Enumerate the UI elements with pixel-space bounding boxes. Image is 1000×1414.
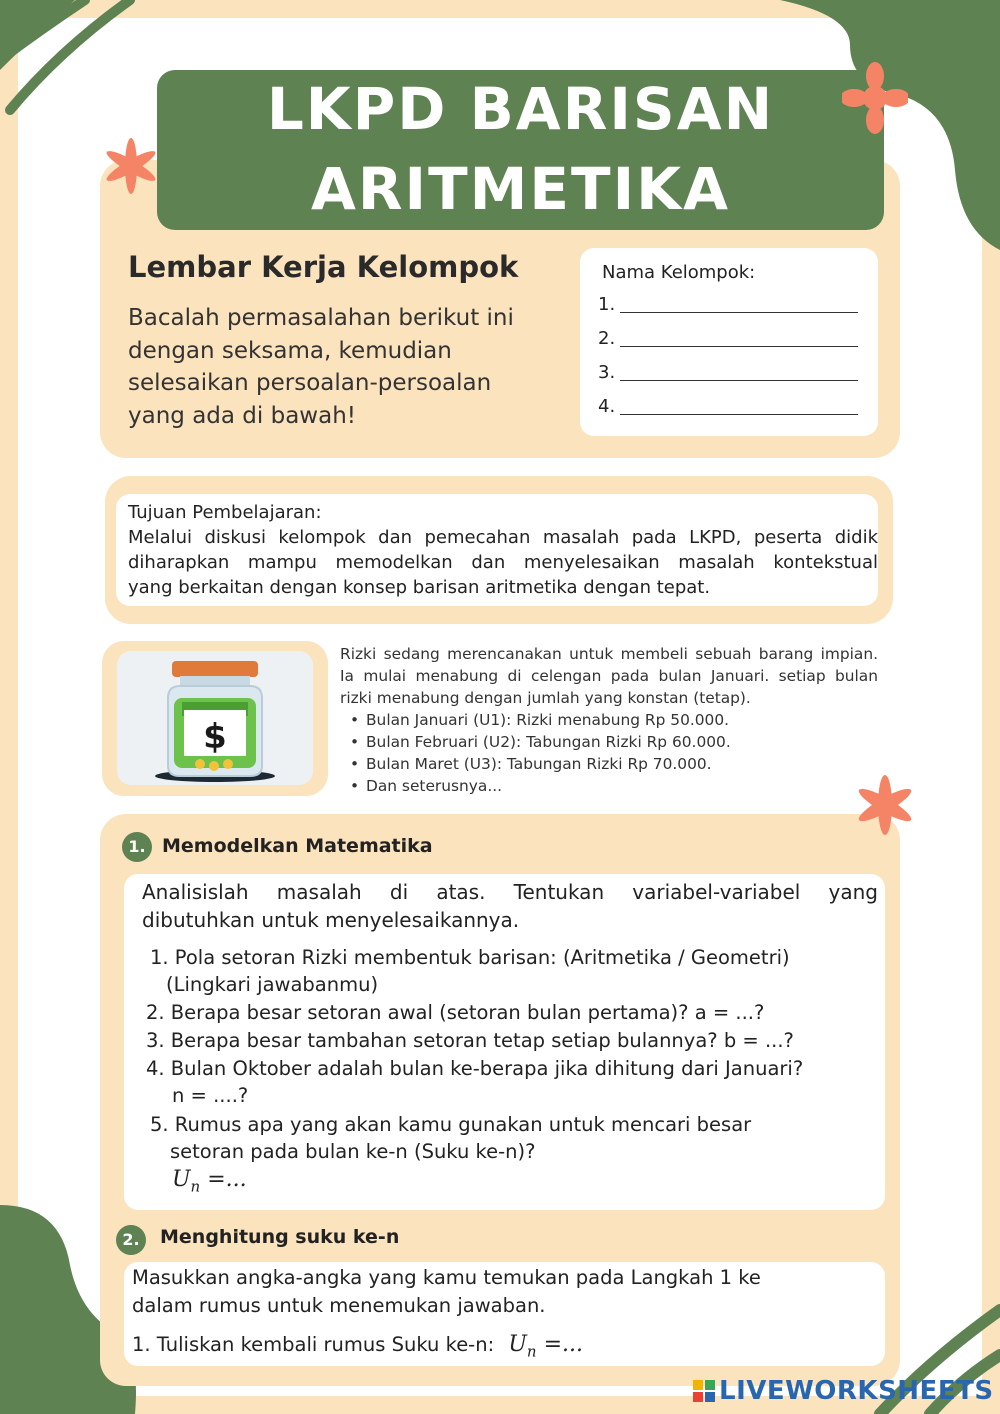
question-line: (Lingkari jawabanmu) [166,973,379,996]
question-2: 2. Berapa besar setoran awal (setoran bulan pertama)? a = ...? [146,1001,765,1024]
section-1-intro [142,878,878,934]
section-2-intro [132,1264,761,1320]
group-names-box [580,248,878,436]
list-item: • Bulan Februari (U2): Tabungan Rizki Rp 60.000. [366,731,878,753]
formula-input[interactable] [172,1166,247,1200]
liveworksheets-watermark [693,1376,994,1406]
section-2-title: Menghitung suku ke-n [160,1226,400,1248]
title-line-2: ARITMETIKA [310,155,730,223]
line-number: 2. [598,328,616,349]
formula-symbol: U [172,1167,191,1192]
section-1-title: Memodelkan Matematika [162,835,433,857]
list-item: • Bulan Maret (U3): Tabungan Rizki Rp 70.000. [366,753,878,775]
top-left-leaf-decoration [0,0,140,120]
story-line: Rizki sedang merencanakan untuk membeli sebuah barang impian. [340,645,878,663]
objective-label: Tujuan Pembelajaran: [128,502,322,523]
list-item: • Dan seterusnya... [366,775,878,797]
learning-objective [128,500,878,600]
formula-input[interactable] [508,1332,583,1361]
question-line: 1. Pola setoran Rizki membentuk barisan: (Aritmetika / Geometri) [150,946,790,969]
liveworksheets-logo-icon [693,1380,715,1402]
list-item: • Bulan Januari (U1): Rizki menabung Rp 50.000. [366,709,878,731]
section-1-badge: 1. [122,832,152,862]
savings-list [340,709,878,797]
question-1 [150,944,790,998]
watermark-text: LIVEWORKSHEETS [719,1376,994,1406]
formula-symbol: U [508,1332,527,1357]
objective-line: diharapkan mampu memodelkan dan menyelesaikan masalah kontekstual [128,552,878,573]
formula-subscript: n [526,1342,537,1361]
formula-subscript: n [190,1177,201,1196]
line-number: 3. [598,362,616,383]
story-line: Ia mulai menabung di celengan pada bulan Januari. setiap bulan [340,667,878,685]
story-text [340,643,878,797]
group-member-line[interactable] [598,328,858,349]
section-2-badge: 2. [116,1225,146,1255]
flower-icon [100,135,162,197]
intro-line: selesaikan persoalan-persoalan [128,370,492,396]
line-number: 4. [598,396,616,417]
worksheet-title [157,70,884,230]
question-3: 3. Berapa besar tambahan setoran tetap setiap bulannya? b = ...? [146,1029,794,1052]
intro-line: Analisislah masalah di atas. Tentukan variabel-variabel yang [142,880,878,904]
question-line: setoran pada bulan ke-n (Suku ke-n)? [170,1140,536,1163]
intro-line: dibutuhkan untuk menyelesaikannya. [142,908,520,932]
question-5 [150,1111,751,1165]
intro-line: yang ada di bawah! [128,402,356,429]
group-member-line[interactable] [598,362,858,383]
section-2-question-1 [132,1331,583,1365]
group-names-label: Nama Kelompok: [602,262,756,283]
question-4 [146,1055,803,1109]
line-number: 1. [598,294,616,315]
dollar-sign: $ [203,717,227,757]
objective-line: Melalui diskusi kelompok dan pemecahan masalah pada LKPD, peserta didik [128,527,878,548]
story-line: rizki menabung dengan jumlah yang konstan (tetap). [340,689,751,707]
question-line: 4. Bulan Oktober adalah bulan ke-berapa jika dihitung dari Januari? [146,1057,804,1080]
money-jar-icon [150,658,280,783]
flower-icon [842,62,908,134]
formula-blank: =... [200,1167,247,1192]
worksheet-heading: Lembar Kerja Kelompok [128,250,519,284]
objective-line: yang berkaitan dengan konsep barisan aritmetika dengan tepat. [128,577,711,598]
intro-line: dalam rumus untuk menemukan jawaban. [132,1294,546,1317]
worksheet-intro [128,302,548,432]
title-line-1: LKPD BARISAN [266,75,775,143]
group-member-line[interactable] [598,294,858,315]
intro-line: dengan seksama, kemudian [128,337,452,364]
question-line: n = ....? [172,1084,249,1107]
group-member-line[interactable] [598,396,858,417]
question-line: 1. Tuliskan kembali rumus Suku ke-n: [132,1333,495,1356]
flower-icon [852,772,918,838]
question-line: 5. Rumus apa yang akan kamu gunakan untuk mencari besar [150,1113,752,1136]
intro-line: Bacalah permasalahan berikut ini [128,305,514,331]
intro-line: Masukkan angka-angka yang kamu temukan pada Langkah 1 ke [132,1266,761,1289]
formula-blank: =... [536,1332,583,1357]
